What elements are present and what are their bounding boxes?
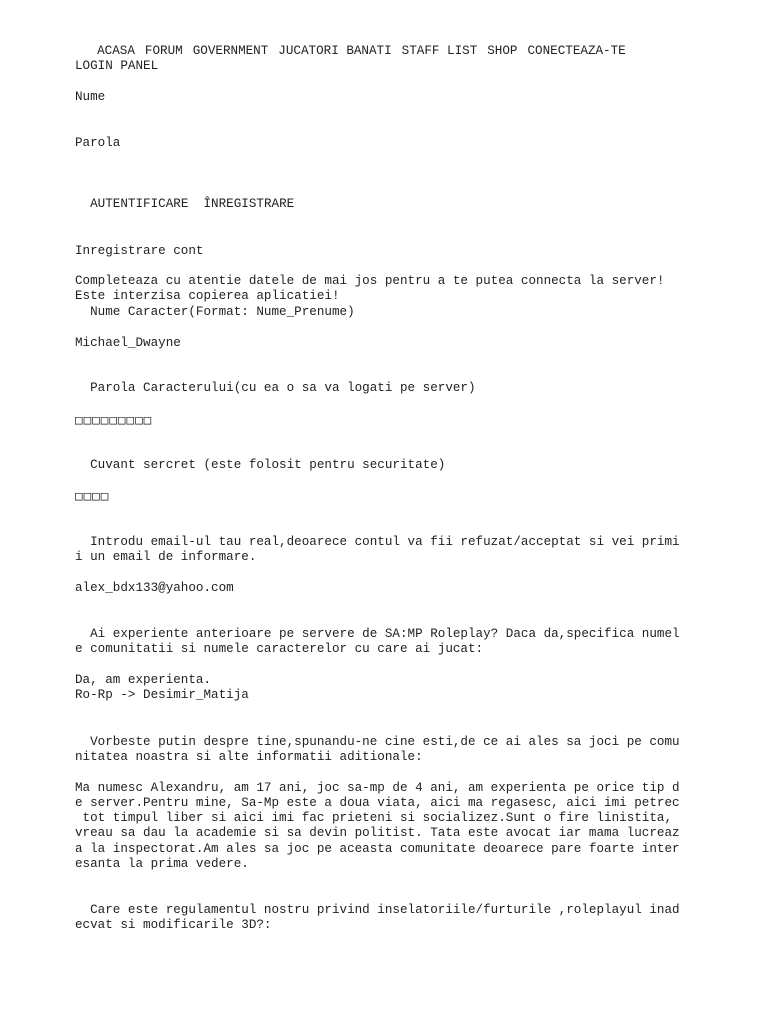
about-label-line-1: Vorbeste putin despre tine,spunandu-ne cine esti,de ce ai ales sa joci pe comu — [75, 735, 680, 749]
character-password-label: Parola Caracterului(cu ea o sa va logati pe server) — [75, 381, 476, 395]
nav-item-shop[interactable]: SHOP — [487, 44, 518, 59]
character-name-value: Michael_Dwayne — [75, 336, 181, 350]
registration-heading: Inregistrare cont — [75, 244, 204, 258]
experience-value-line-1: Da, am experienta. — [75, 673, 212, 687]
login-password-label: Parola — [75, 136, 121, 150]
nav-item-staff-list[interactable]: STAFF LIST — [401, 44, 478, 59]
about-value-line-2: e server.Pentru mine, Sa-Mp este a doua viata, aici ma regasesc, aici imi petrec — [75, 796, 680, 810]
email-value: alex_bdx133@yahoo.com — [75, 581, 234, 595]
about-value-line-5: a la inspectorat.Am ales sa joc pe aceasta comunitate deoarece pare foarte inter — [75, 842, 680, 856]
rules-label-line-2: ecvat si modificarile 3D?: — [75, 918, 272, 932]
copy-warning: Este interzisa copierea aplicatiei! — [75, 289, 340, 303]
registration-intro: Completeaza cu atentie datele de mai jos pentru a te putea connecta la server! — [75, 274, 665, 288]
about-value-line-6: esanta la prima vedere. — [75, 857, 249, 871]
register-button[interactable]: ÎNREGISTRARE — [203, 197, 295, 212]
nav-item-jucatori-banati[interactable]: JUCATORI BANATI — [278, 44, 392, 59]
about-label-line-2: nitatea noastra si alte informatii aditionale: — [75, 750, 423, 764]
login-actions — [75, 182, 294, 212]
login-name-label: Nume — [75, 90, 106, 104]
experience-label-line-2: e comunitatii si numele caracterelor cu care ai jucat: — [75, 642, 484, 656]
email-label-line-2: i un email de informare. — [75, 550, 257, 564]
top-navigation — [82, 29, 636, 59]
about-value-line-4: vreau sa dau la academie si sa devin politist. Tata este avocat iar mama lucreaz — [75, 826, 680, 840]
character-password-value: □□□□□□□□□ — [75, 412, 153, 427]
login-button[interactable]: AUTENTIFICARE — [90, 197, 189, 212]
nav-item-forum[interactable]: FORUM — [144, 44, 183, 59]
email-label-line-1: Introdu email-ul tau real,deoarece contul va fii refuzat/acceptat si vei primi — [75, 535, 680, 549]
nav-item-government[interactable]: GOVERNMENT — [192, 44, 269, 59]
experience-value-line-2: Ro-Rp -> Desimir_Matija — [75, 688, 249, 702]
about-value-line-3: tot timpul liber si aici imi fac prieteni si socializez.Sunt o fire linistita, — [75, 811, 673, 825]
character-name-label: Nume Caracter(Format: Nume_Prenume) — [75, 305, 355, 319]
login-panel-title: LOGIN PANEL — [75, 59, 159, 73]
secret-word-value: □□□□ — [75, 488, 110, 503]
experience-label-line-1: Ai experiente anterioare pe servere de SA:MP Roleplay? Daca da,specifica numel — [75, 627, 680, 641]
nav-item-conecteaza-te[interactable]: CONECTEAZA-TE — [527, 44, 626, 59]
nav-item-acasa[interactable]: ACASA — [97, 44, 135, 59]
rules-label-line-1: Care este regulamentul nostru privind inselatoriile/furturile ,roleplayul inad — [75, 903, 680, 917]
about-value-line-1: Ma numesc Alexandru, am 17 ani, joc sa-mp de 4 ani, am experienta pe orice tip d — [75, 781, 680, 795]
secret-word-label: Cuvant sercret (este folosit pentru securitate) — [75, 458, 446, 472]
